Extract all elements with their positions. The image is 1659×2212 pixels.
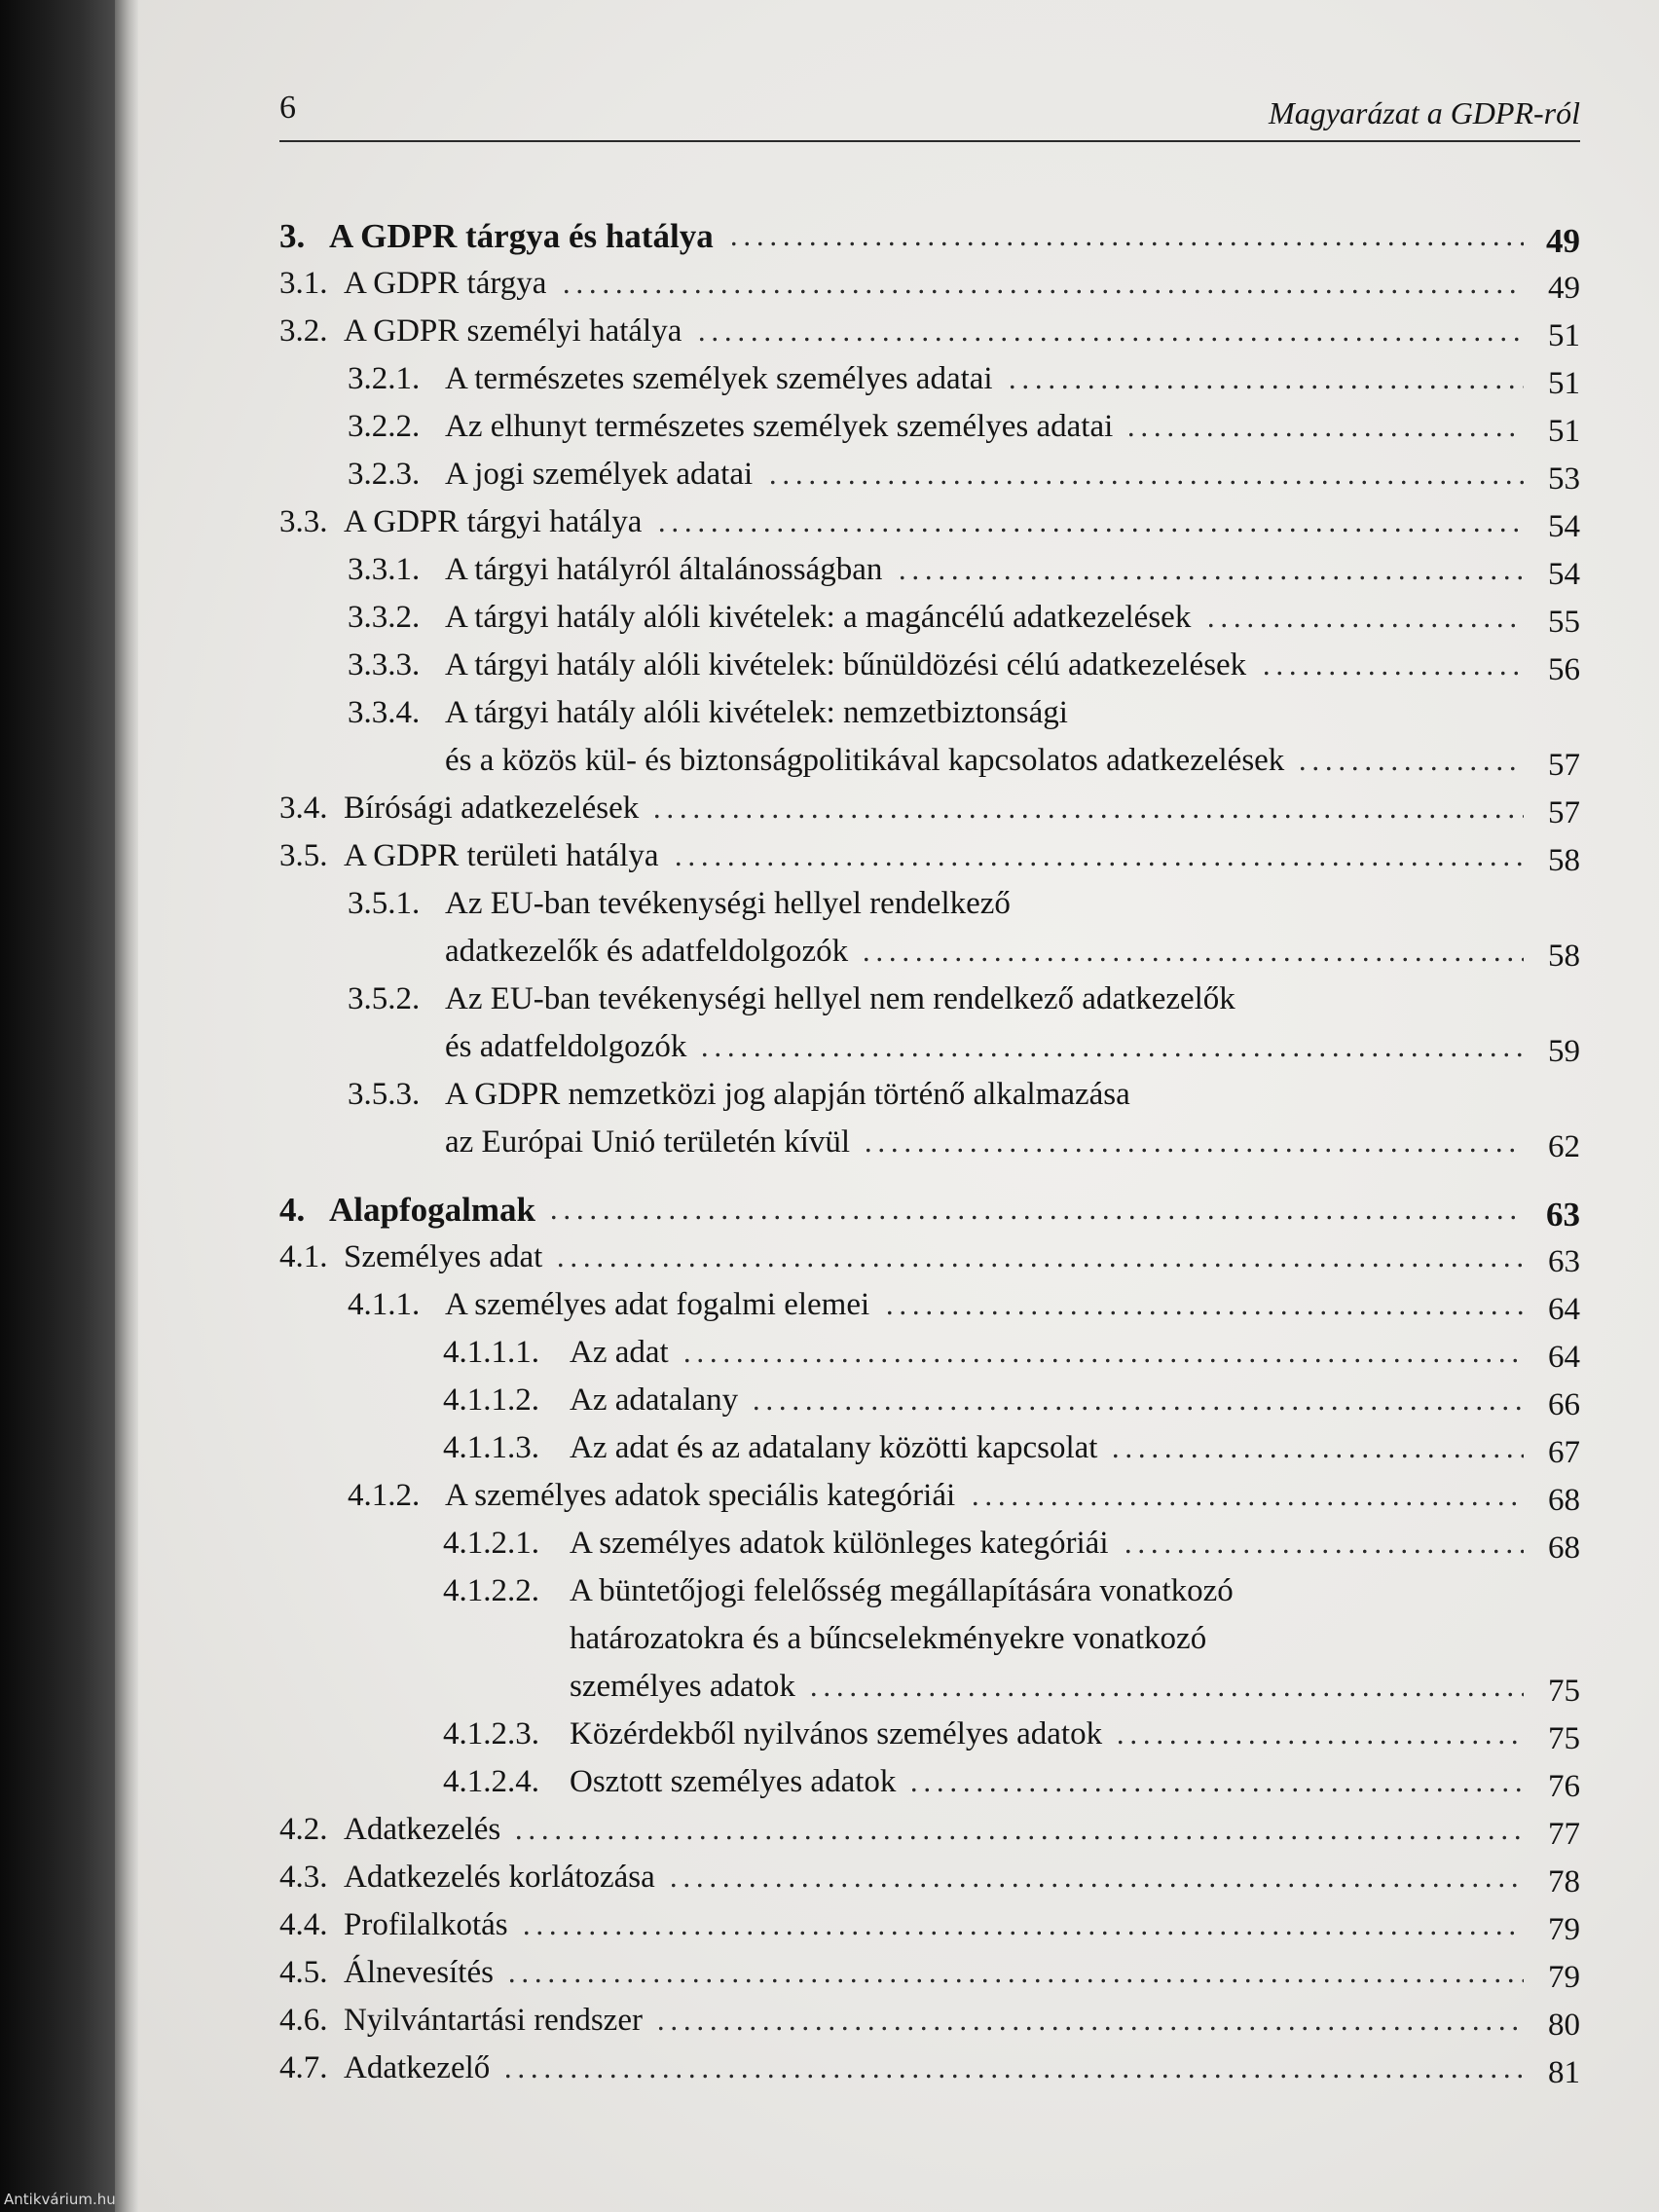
toc-number: 3.2.2. [348,409,421,444]
toc-title: A jogi személyek adatai [445,457,754,492]
toc-dot-leader [860,957,1524,962]
toc-row [279,1329,1580,1377]
toc-dot-leader [554,1263,1524,1268]
toc-page-number: 75 [1548,1721,1580,1756]
toc-title: A személyes adat fogalmi elemei [445,1287,870,1322]
toc-number: 3.5.2. [348,981,421,1016]
toc-page-number: 66 [1548,1387,1580,1422]
toc-chapter-row [279,1186,1580,1234]
toc-row [279,928,1580,976]
toc-dot-leader [862,1148,1524,1153]
watermark: Antikvárium.hu [4,2191,116,2208]
toc-row [279,880,1580,928]
toc-title: A személyes adatok speciális kategóriái [445,1478,956,1513]
toc-page-number: 77 [1548,1817,1580,1852]
toc-number: 3.2.3. [348,457,421,492]
toc-row [279,1424,1580,1472]
toc-number: 4.1. [279,1239,328,1274]
toc-page-number: 64 [1548,1340,1580,1375]
toc-page-number: 58 [1548,843,1580,878]
toc-dot-leader [512,1835,1524,1840]
toc-number: 3.3.1. [348,552,421,587]
toc-number: 3.1. [279,266,328,301]
toc-row [279,1071,1580,1119]
toc-page-number: 53 [1548,461,1580,497]
toc-row [279,1567,1580,1615]
running-head-title: Magyarázat a GDPR-ról [1269,95,1580,130]
running-head [279,90,1580,142]
toc-title: Közérdekből nyilvános személyes adatok [570,1716,1103,1751]
toc-title: A tárgyi hatályról általánosságban [445,552,883,587]
toc-dot-leader [698,1052,1524,1057]
toc-title: és a közös kül- és biztonságpolitikával kapcsolatos adatkezelések [445,743,1285,778]
toc-row [279,1854,1580,1901]
toc-title: Profilalkotás [344,1907,508,1942]
toc-page-number: 58 [1548,939,1580,974]
toc-title: Nyilvántartási rendszer [344,2003,643,2038]
toc-row [279,2045,1580,2092]
table-of-contents [279,212,1580,2092]
toc-row [279,546,1580,594]
toc-title: A GDPR területi hatálya [344,838,659,873]
toc-title: A GDPR tárgya és hatálya [329,217,714,255]
toc-page-number: 75 [1548,1674,1580,1709]
toc-page-number: 57 [1548,795,1580,830]
toc-row [279,1281,1580,1329]
toc-page-number: 62 [1548,1129,1580,1164]
toc-row [279,594,1580,642]
toc-row [279,1663,1580,1711]
toc-title: és adatfeldolgozók [445,1029,687,1064]
toc-dot-leader [1260,671,1524,676]
toc-page-number: 64 [1548,1292,1580,1327]
toc-title: Adatkezelés korlátozása [344,1860,655,1895]
toc-dot-leader [681,1358,1524,1363]
toc-page-number: 76 [1548,1769,1580,1804]
toc-row [279,451,1580,498]
toc-title: személyes adatok [570,1669,795,1704]
toc-row [279,1711,1580,1758]
toc-dot-leader [655,528,1524,533]
toc-number: 4.1.2. [348,1478,421,1513]
toc-dot-leader [883,1310,1524,1315]
toc-title: Az elhunyt természetes személyek személyes adatai [445,409,1114,444]
toc-row [279,1758,1580,1806]
toc-title: az Európai Unió területén kívül [445,1124,851,1160]
toc-page-number: 49 [1548,271,1580,306]
toc-number: 4.2. [279,1812,328,1847]
toc-page-number: 49 [1546,222,1580,260]
toc-title: A GDPR személyi hatálya [344,313,682,349]
toc-title: Az EU-ban tevékenységi hellyel nem rendelkező adatkezelők [445,981,1235,1016]
toc-dot-leader [1296,766,1524,771]
toc-dot-leader [766,480,1524,485]
toc-dot-leader [650,814,1524,819]
toc-dot-leader [750,1406,1524,1411]
toc-number: 3.2. [279,313,328,349]
toc-title: Alapfogalmak [329,1191,535,1229]
toc-page-number: 59 [1548,1034,1580,1069]
toc-page-number: 55 [1548,605,1580,640]
toc-page-number: 79 [1548,1912,1580,1947]
toc-page-number: 51 [1548,366,1580,401]
toc-row [279,976,1580,1023]
toc-row [279,1472,1580,1520]
toc-number: 3.2.1. [348,361,421,396]
toc-row [279,1520,1580,1567]
toc-number: 4. [279,1191,306,1229]
toc-page-number: 68 [1548,1530,1580,1566]
toc-page-number: 80 [1548,2008,1580,2043]
toc-row [279,1901,1580,1949]
toc-title: A természetes személyek személyes adatai [445,361,993,396]
toc-number: 3.5.1. [348,886,421,921]
toc-page-number: 67 [1548,1435,1580,1470]
toc-row [279,1377,1580,1424]
toc-number: 3.3.3. [348,647,421,682]
toc-dot-leader [1204,623,1524,628]
toc-dot-leader [1124,432,1524,437]
page-number: 6 [279,90,296,126]
toc-dot-leader [1122,1549,1524,1554]
toc-title: A GDPR nemzetközi jog alapján történő alkalmazása [445,1077,1130,1112]
toc-dot-leader [695,337,1524,342]
toc-number: 4.1.1.1. [443,1335,539,1370]
toc-title: Az adatalany [570,1382,739,1418]
toc-number: 3. [279,217,306,255]
page-edge [115,0,138,2212]
toc-row [279,642,1580,689]
toc-row [279,260,1580,308]
toc-page-number: 63 [1546,1196,1580,1234]
toc-page-number: 79 [1548,1960,1580,1995]
toc-number: 4.5. [279,1955,328,1990]
toc-number: 4.6. [279,2003,328,2038]
toc-dot-leader [1006,385,1524,389]
toc-title: adatkezelők és adatfeldolgozók [445,934,849,969]
toc-row [279,403,1580,451]
toc-dot-leader [672,862,1524,866]
toc-number: 3.5. [279,838,328,873]
toc-number: 3.3.2. [348,600,421,635]
toc-dot-leader [501,2074,1524,2079]
toc-page-number: 51 [1548,414,1580,449]
toc-page-number: 51 [1548,318,1580,353]
toc-number: 3.3. [279,504,328,539]
toc-title: A tárgyi hatály alóli kivételek: nemzetbiztonsági [445,695,1068,730]
toc-page-number: 68 [1548,1483,1580,1518]
toc-row [279,355,1580,403]
toc-number: 4.1.1.2. [443,1382,539,1418]
toc-number: 4.1.1.3. [443,1430,539,1465]
toc-number: 4.7. [279,2050,328,2085]
toc-title: Az EU-ban tevékenységi hellyel rendelkező [445,886,1011,921]
toc-row [279,1119,1580,1166]
toc-dot-leader [969,1501,1524,1506]
toc-row [279,308,1580,355]
toc-page-number: 57 [1548,748,1580,783]
toc-row [279,1806,1580,1854]
toc-title: Adatkezelés [344,1812,501,1847]
toc-title: A GDPR tárgya [344,266,547,301]
toc-row [279,1997,1580,2045]
toc-row [279,832,1580,880]
toc-dot-leader [547,1215,1524,1220]
toc-number: 4.3. [279,1860,328,1895]
toc-page-number: 54 [1548,509,1580,544]
toc-dot-leader [1109,1454,1524,1458]
toc-title: A tárgyi hatály alóli kivételek: a magáncélú adatkezelések [445,600,1192,635]
toc-page-number: 81 [1548,2055,1580,2090]
toc-page-number: 63 [1548,1244,1580,1279]
toc-title: A GDPR tárgyi hatálya [344,504,643,539]
toc-dot-leader [727,241,1524,246]
toc-number: 3.5.3. [348,1077,421,1112]
toc-number: 3.4. [279,791,328,826]
toc-title: Adatkezelő [344,2050,491,2085]
toc-title: Személyes adat [344,1239,543,1274]
toc-dot-leader [907,1788,1524,1792]
toc-number: 4.4. [279,1907,328,1942]
toc-dot-leader [520,1931,1524,1936]
toc-row [279,785,1580,832]
toc-row [279,1615,1580,1663]
toc-number: 4.1.2.3. [443,1716,539,1751]
toc-dot-leader [560,289,1524,294]
toc-page-number: 54 [1548,557,1580,592]
toc-title: Az adat [570,1335,669,1370]
toc-dot-leader [896,575,1524,580]
toc-dot-leader [654,2026,1524,2031]
toc-number: 4.1.2.2. [443,1573,539,1608]
toc-title: Bírósági adatkezelések [344,791,640,826]
toc-dot-leader [807,1692,1524,1697]
toc-row [279,498,1580,546]
toc-title: Osztott személyes adatok [570,1764,897,1799]
toc-title: A személyes adatok különleges kategóriái [570,1526,1109,1561]
toc-dot-leader [1114,1740,1524,1745]
toc-title: A tárgyi hatály alóli kivételek: bűnüldözési célú adatkezelések [445,647,1247,682]
toc-number: 4.1.2.1. [443,1526,539,1561]
toc-row [279,737,1580,785]
toc-page-number: 78 [1548,1864,1580,1899]
toc-title: Az adat és az adatalany közötti kapcsolat [570,1430,1098,1465]
toc-title: A büntetőjogi felelősség megállapítására vonatkozó [570,1573,1234,1608]
toc-title: Álnevesítés [344,1955,494,1990]
toc-row [279,1234,1580,1281]
toc-chapter-row [279,212,1580,260]
toc-number: 4.1.1. [348,1287,421,1322]
toc-page-number: 56 [1548,652,1580,687]
toc-title: határozatokra és a bűncselekményekre vonatkozó [570,1621,1207,1656]
book-binding [0,0,115,2212]
toc-row [279,1949,1580,1997]
toc-number: 3.3.4. [348,695,421,730]
toc-row [279,1023,1580,1071]
toc-number: 4.1.2.4. [443,1764,539,1799]
toc-row [279,689,1580,737]
toc-dot-leader [667,1883,1524,1888]
toc-dot-leader [505,1978,1524,1983]
